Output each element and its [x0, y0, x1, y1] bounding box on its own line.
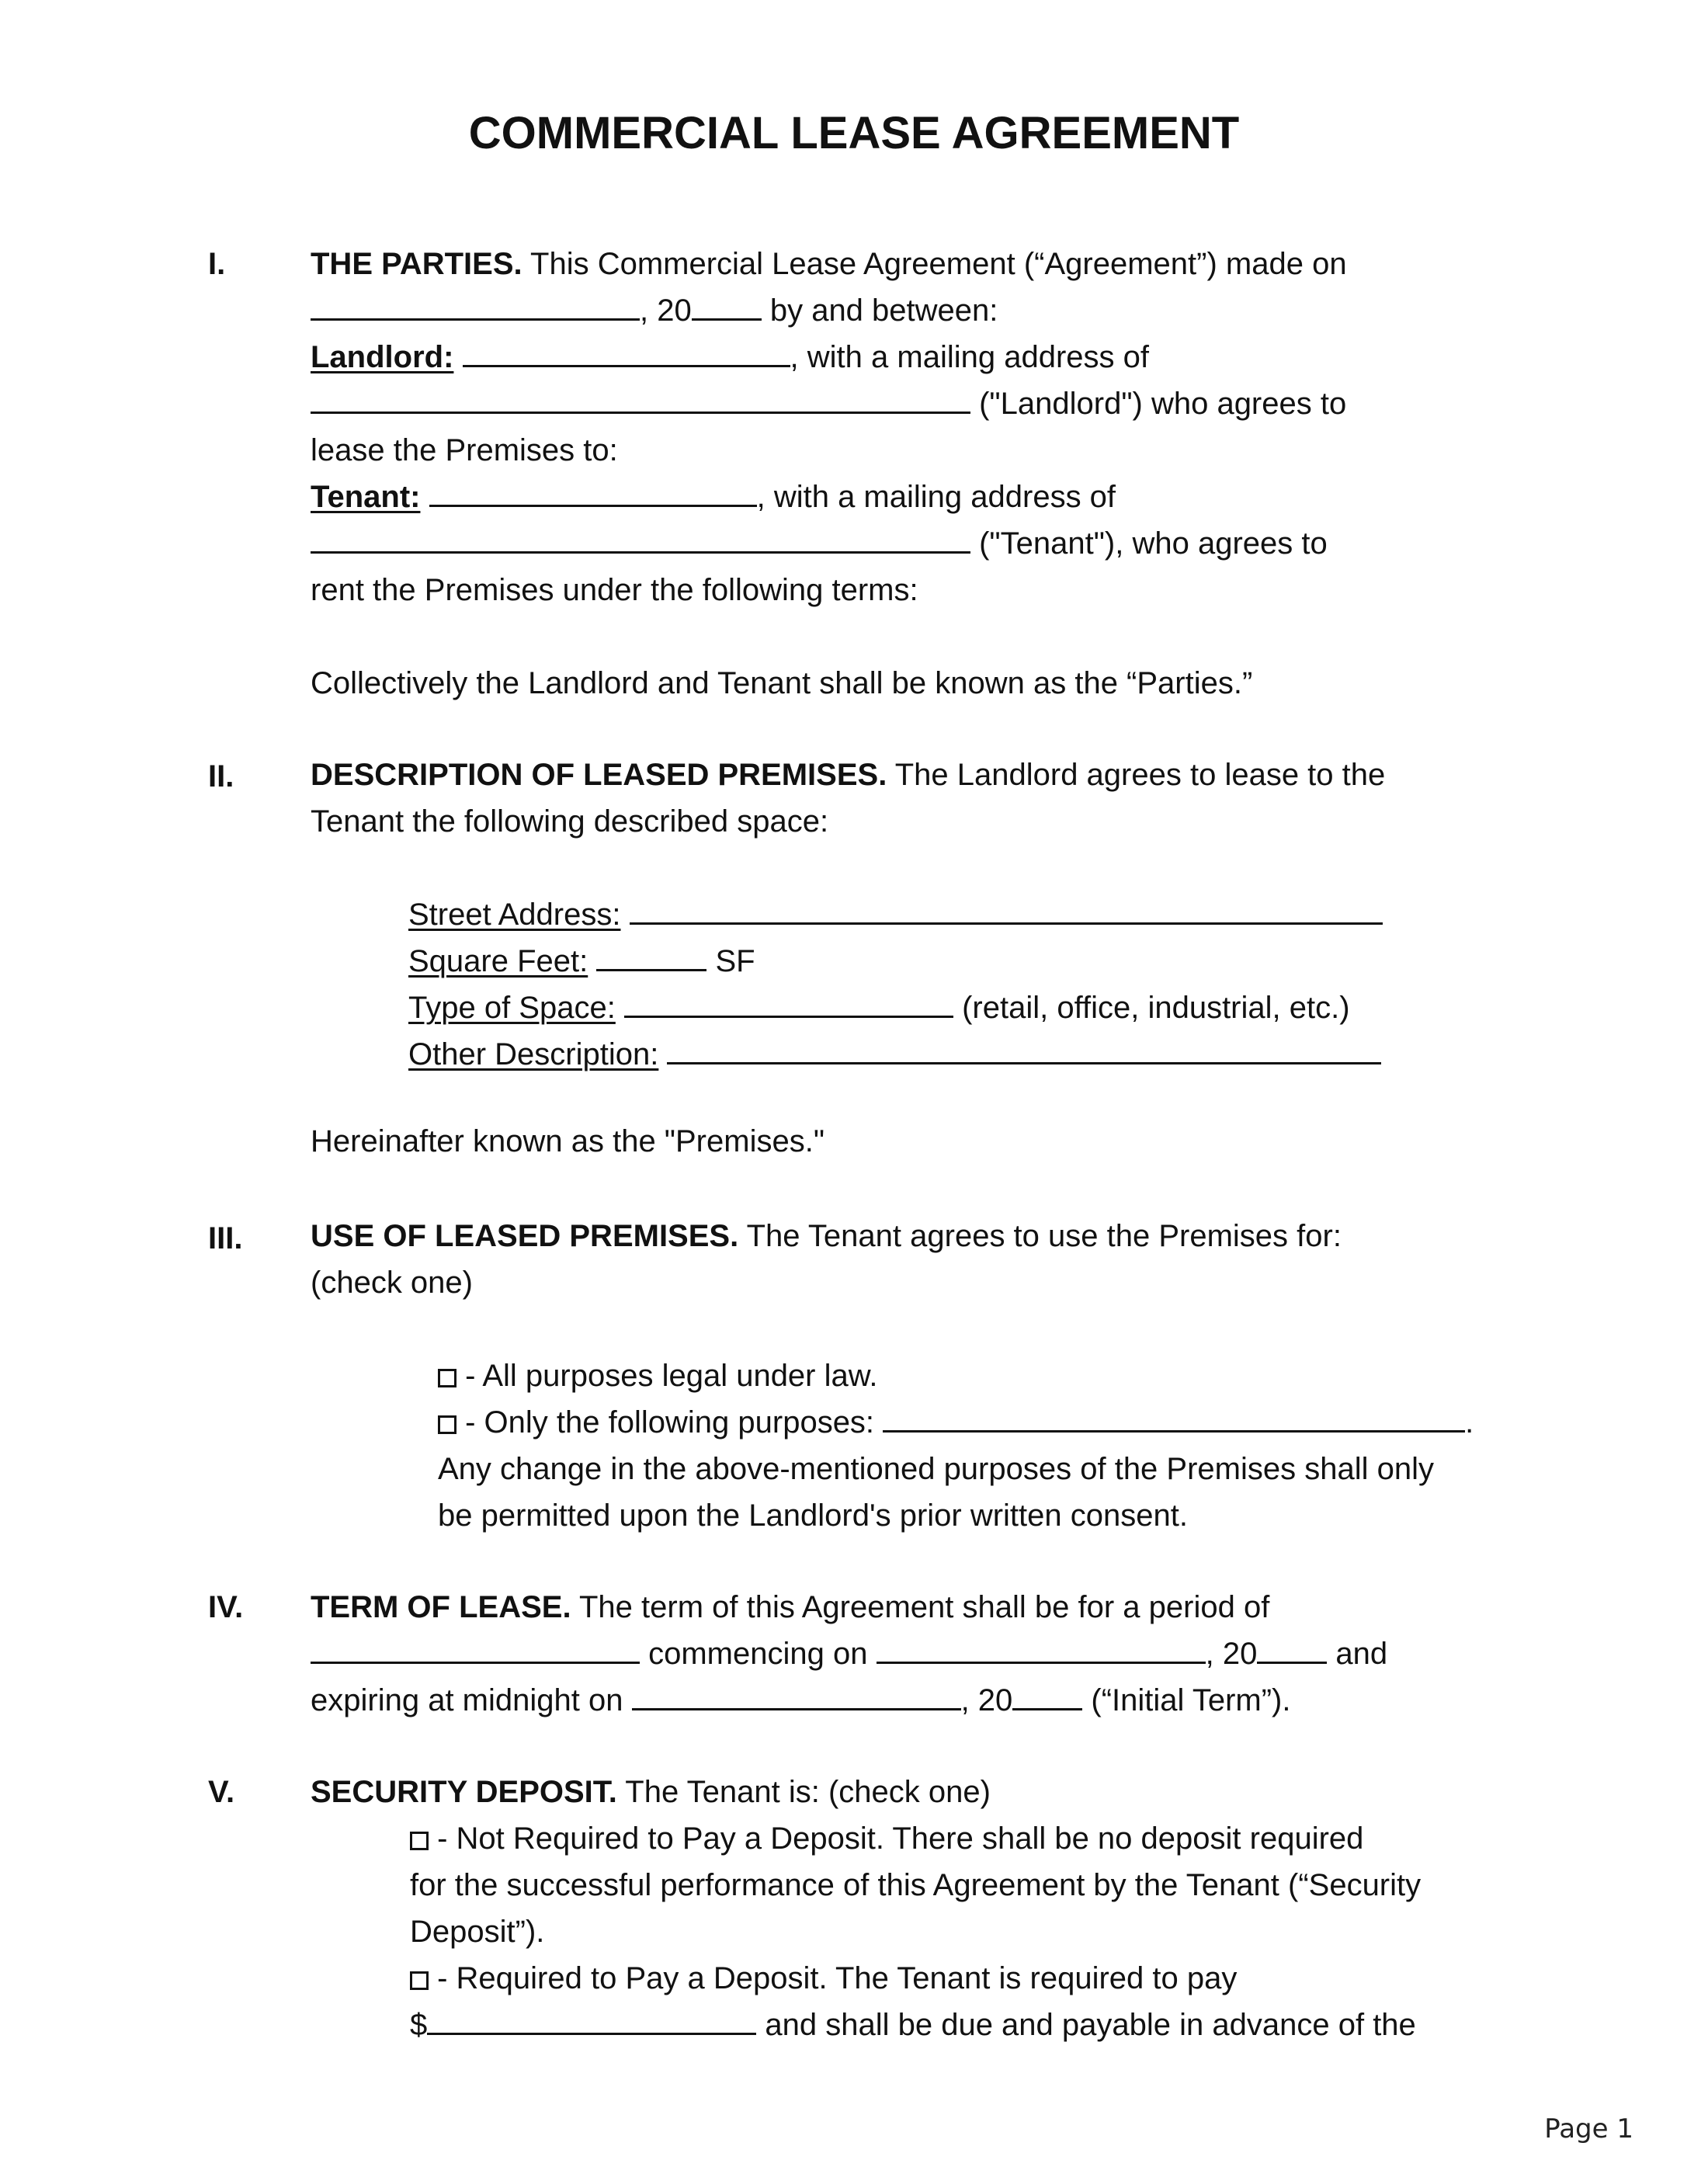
section-1-number: I. — [208, 247, 226, 281]
section-3-line-2: (check one) — [311, 1266, 473, 1300]
section-4-number: IV. — [208, 1590, 244, 1624]
tenant-label: Tenant: — [311, 480, 421, 514]
section-2-line-2: Tenant the following described space: — [311, 804, 829, 839]
document-title: COMMERCIAL LEASE AGREEMENT — [468, 108, 1240, 158]
section-5-number: V. — [208, 1775, 235, 1809]
commencement-year-blank[interactable] — [1257, 1630, 1327, 1664]
section-2-heading: DESCRIPTION OF LEASED PREMISES. — [311, 758, 887, 792]
section-1-line-7: ("Tenant"), who agrees to — [311, 520, 1328, 567]
landlord-name-blank[interactable] — [463, 334, 790, 367]
section-4-heading: TERM OF LEASE. — [311, 1590, 571, 1624]
deposit-amount-blank[interactable] — [427, 2002, 756, 2035]
tenant-name-blank[interactable] — [429, 474, 757, 507]
section-1-line-6: Tenant: , with a mailing address of — [311, 474, 1116, 520]
deposit-not-required-line-3: Deposit”). — [410, 1915, 545, 1949]
use-option-all-purposes: - All purposes legal under law. — [438, 1353, 878, 1399]
section-1-line-5: lease the Premises to: — [311, 433, 618, 467]
year-blank[interactable] — [692, 287, 762, 321]
deposit-required-option: - Required to Pay a Deposit. The Tenant is required to pay — [410, 1955, 1237, 2002]
deposit-required-checkbox[interactable] — [410, 1971, 429, 1990]
section-2-number: II. — [208, 759, 234, 794]
section-4-line-3: expiring at midnight on , 20 (“Initial Term”). — [311, 1677, 1290, 1724]
specific-purposes-blank[interactable] — [883, 1399, 1465, 1433]
section-2-line-1: DESCRIPTION OF LEASED PREMISES. The Landlord agrees to lease to the — [311, 758, 1386, 792]
landlord-label: Landlord: — [311, 340, 454, 374]
use-change-note-2: be permitted upon the Landlord's prior written consent. — [438, 1499, 1188, 1533]
tenant-address-blank[interactable] — [311, 520, 970, 554]
street-address-row — [408, 891, 1383, 938]
section-3-heading: USE OF LEASED PREMISES. — [311, 1219, 739, 1253]
other-description-blank[interactable] — [667, 1031, 1381, 1064]
section-1-line-1: THE PARTIES. This Commercial Lease Agreement (“Agreement”) made on — [311, 247, 1347, 281]
section-3-line-1: USE OF LEASED PREMISES. The Tenant agrees to use the Premises for: — [311, 1219, 1342, 1253]
square-feet-label: Square Feet: — [408, 944, 588, 978]
expiration-year-blank[interactable] — [1012, 1677, 1082, 1710]
deposit-not-required-option: - Not Required to Pay a Deposit. There shall be no deposit required — [410, 1815, 1363, 1862]
section-1-line-4: ("Landlord") who agrees to — [311, 380, 1346, 427]
specific-purposes-checkbox[interactable] — [438, 1415, 457, 1434]
deposit-not-required-checkbox[interactable] — [410, 1832, 429, 1850]
landlord-address-blank[interactable] — [311, 380, 970, 414]
expiration-date-blank[interactable] — [632, 1677, 961, 1710]
type-of-space-row: Type of Space: (retail, office, industrial, etc.) — [408, 985, 1350, 1031]
section-1-line-8: rent the Premises under the following terms: — [311, 573, 918, 607]
square-feet-row: Square Feet: SF — [408, 938, 755, 985]
deposit-not-required-line-2: for the successful performance of this Agreement by the Tenant (“Security — [410, 1868, 1422, 1902]
premises-definition: Hereinafter known as the "Premises." — [311, 1124, 825, 1158]
street-address-blank[interactable] — [630, 891, 1383, 925]
other-description-row — [408, 1031, 1381, 1078]
square-feet-blank[interactable] — [596, 938, 706, 971]
page-number: Page 1 — [1544, 2113, 1633, 2144]
section-3-number: III. — [208, 1221, 243, 1255]
date-blank[interactable] — [311, 287, 640, 321]
commencement-date-blank[interactable] — [877, 1630, 1206, 1664]
type-of-space-label: Type of Space: — [408, 991, 616, 1025]
section-5-line-1: SECURITY DEPOSIT. The Tenant is: (check one) — [311, 1775, 991, 1809]
type-of-space-blank[interactable] — [624, 985, 953, 1018]
section-4-line-1: TERM OF LEASE. The term of this Agreement shall be for a period of — [311, 1590, 1270, 1624]
section-1-line-2: , 20 by and between: — [311, 287, 998, 334]
term-period-blank[interactable] — [311, 1630, 640, 1664]
all-purposes-checkbox[interactable] — [438, 1369, 457, 1387]
section-1-line-3: Landlord: , with a mailing address of — [311, 334, 1149, 380]
use-option-specific-purposes: - Only the following purposes: . — [438, 1399, 1474, 1446]
section-4-line-2: commencing on , 20 and — [311, 1630, 1387, 1677]
section-5-heading: SECURITY DEPOSIT. — [311, 1775, 617, 1809]
street-address-label: Street Address: — [408, 898, 621, 932]
use-change-note-1: Any change in the above-mentioned purposes of the Premises shall only — [438, 1452, 1434, 1486]
parties-collective-statement: Collectively the Landlord and Tenant shall be known as the “Parties.” — [311, 666, 1253, 700]
section-1-heading: THE PARTIES. — [311, 247, 522, 281]
other-description-label: Other Description: — [408, 1037, 659, 1071]
deposit-required-line-2: $ and shall be due and payable in advance of the — [410, 2002, 1416, 2048]
